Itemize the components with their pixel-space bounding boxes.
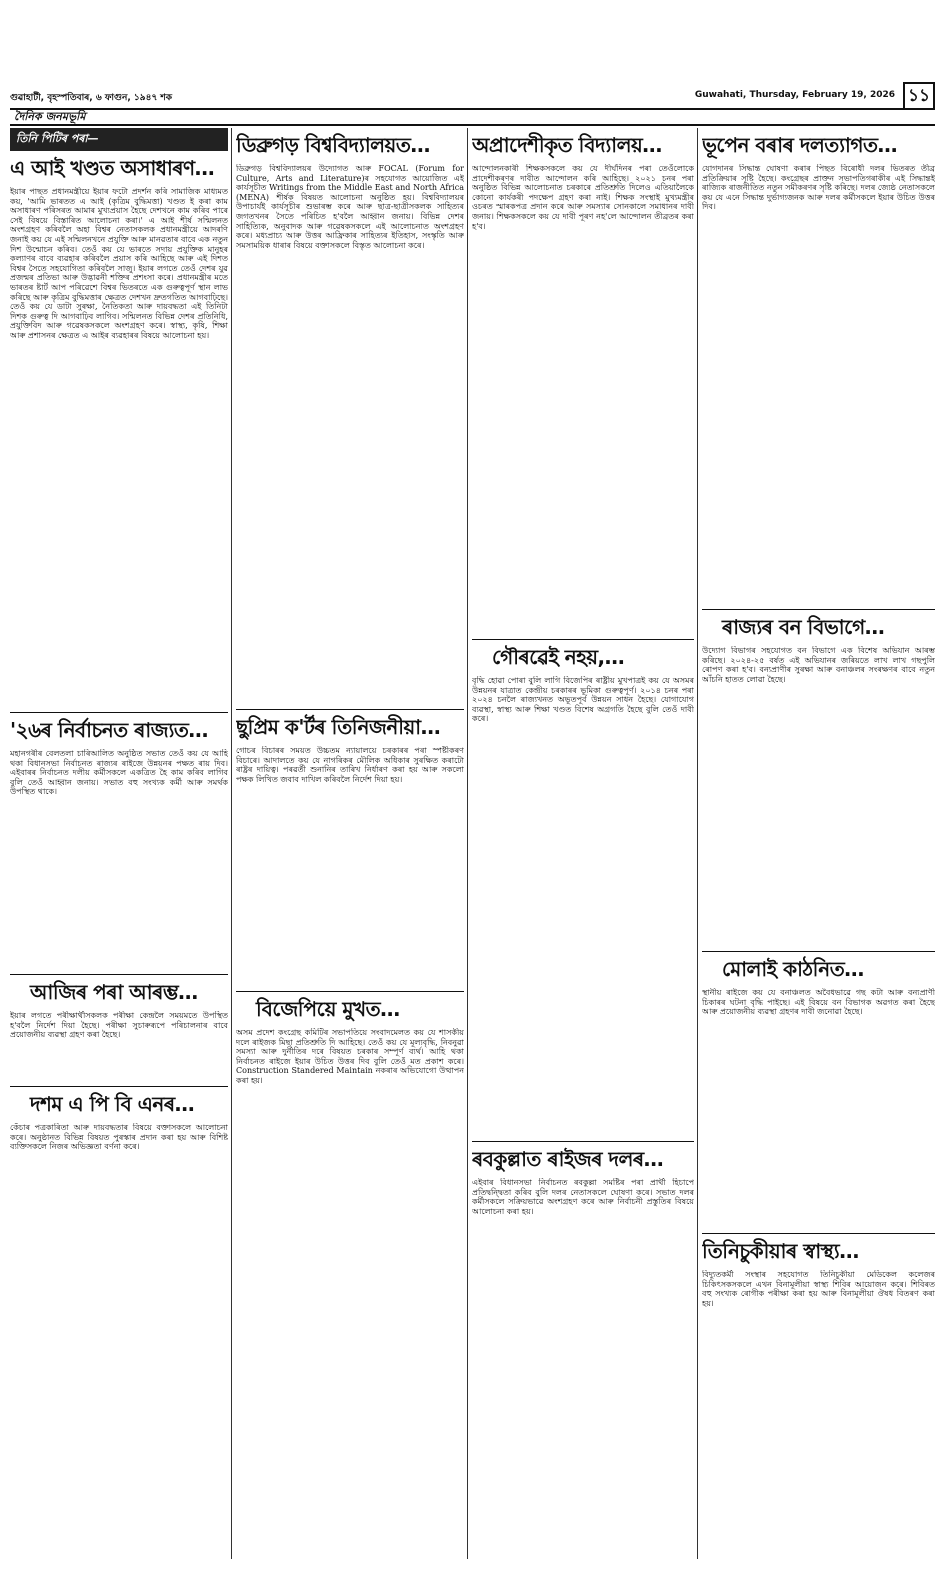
headline: দশম এ পি বি এনৰ… bbox=[30, 1092, 195, 1116]
column-2 bbox=[236, 128, 464, 1559]
article-body: এইবাৰ বিধানসভা নিৰ্বাচনত ৰবকুল্লা সমষ্টিৰ পৰা প্ৰাৰ্থী হিচাপে প্ৰতিদ্বন্দ্বিতা কৰিব বুলি দলৰ নেতাসকলে ঘোষণা কৰে। সভাত দলৰ কৰ্মীসকলে সক্ৰিয়ভাৱে অংশগ্ৰহণ কৰে আৰু নিৰ্বাচনী প্ৰস্তুতিৰ বিষয়ে আলোচনা কৰা হয়। bbox=[472, 1178, 694, 1216]
divider bbox=[236, 991, 464, 992]
headline: ৰবকুল্লাত ৰাইজৰ দলৰ… bbox=[472, 1147, 664, 1171]
article-body: বৃদ্ধি হোৱা পোৰা বুলি লাগি বিজেপিৰ ৰাষ্ট্ৰীয় মুখপাত্ৰই কয় যে অসমৰ উন্নয়নৰ যাত্ৰাত কেন্দ্ৰীয় চৰকাৰৰ ভূমিকা গুৰুত্বপূৰ্ণ। ২০১৪ চনৰ পৰা ২০২৪ চনলৈ ৰাজ্যখনত অভূতপূৰ্ব উন্নয়ন সাধন হৈছে। যোগাযোগ ব্যৱস্থা, স্বাস্থ্য আৰু শিক্ষা খণ্ডত বিশেষ অগ্ৰগতি হৈছে বুলি তেওঁ দাবী কৰে। bbox=[472, 676, 694, 724]
header-date-assamese: গুৱাহাটী, বৃহস্পতিবাৰ, ৬ ফাগুন, ১৯৪৭ শক bbox=[10, 93, 173, 103]
divider bbox=[702, 609, 935, 610]
article-body: বিদ্যুতকৰ্মী সংস্থাৰ সহযোগত তিনিচুকীয়া মেডিকেল কলেজৰ চিকিৎসকসকলে এখন বিনামূলীয়া স্বাস্থ্য শিবিৰ আয়োজন কৰে। শিবিৰত বহু সংখ্যক ৰোগীক পৰীক্ষা কৰা হয় আৰু বিনামূলীয়া ঔষধ বিতৰণ কৰা হয়। bbox=[702, 1270, 935, 1308]
headline: ছুপ্ৰিম ক'ৰ্টৰ তিনিজনীয়া… bbox=[236, 715, 441, 739]
article-body: গোচৰ বিচাৰৰ সময়ত উচ্চতম ন্যায়ালয়ে চৰকাৰৰ পৰা স্পষ্টীকৰণ বিচাৰে। আদালতে কয় যে নাগৰিকৰ মৌলিক অধিকাৰ সুৰক্ষিত কৰাটো ৰাষ্ট্ৰৰ দায়িত্ব। পৰৱৰ্তী শুনানিৰ তাৰিখ নিৰ্ধাৰণ কৰা হয় আৰু সকলো পক্ষক লিখিত জবাব দাখিল কৰিবলৈ নিৰ্দেশ দিয়া হয়। bbox=[236, 746, 464, 784]
headline: আজিৰ পৰা আৰম্ভ… bbox=[30, 980, 198, 1004]
divider bbox=[472, 639, 694, 640]
divider bbox=[10, 974, 228, 975]
headline: ডিব্ৰুগড় বিশ্ববিদ্যালয়ত… bbox=[236, 133, 430, 157]
column-4 bbox=[702, 128, 935, 1559]
article-body: উদ্যোগ বিভাগৰ সহযোগত বন বিভাগে এক বিশেষ অভিযান আৰম্ভ কৰিছে। ২০২৪-২৫ বৰ্ষত এই অভিযানৰ জৰিয়তে লাখ লাখ গছপুলি ৰোপণ কৰা হ'ব। বন্যপ্ৰাণীৰ সুৰক্ষা আৰু বনাঞ্চলৰ সংৰক্ষণৰ বাবে নতুন আঁচনি হাতত লোৱা হৈছে। bbox=[702, 646, 935, 684]
column-divider bbox=[231, 128, 232, 1559]
page-number: ১১ bbox=[903, 82, 935, 110]
divider bbox=[10, 712, 228, 713]
column-1 bbox=[10, 128, 228, 1559]
divider bbox=[10, 1086, 228, 1087]
headline: মোলাই কাঠনিত… bbox=[722, 957, 864, 981]
article-body: যোগদানৰ সিদ্ধান্ত ঘোষণা কৰাৰ পিছত বিৰোধী দলৰ ভিতৰত তীব্ৰ প্ৰতিক্ৰিয়াৰ সৃষ্টি হৈছে। কংগ্ৰেছৰ প্ৰাক্তন সভাপতিগৰাকীৰ এই সিদ্ধান্তই ৰাজ্যিক ৰাজনীতিত নতুন সমীকৰণৰ সৃষ্টি কৰিছে। দলৰ জ্যেষ্ঠ নেতাসকলে কয় যে এনে সিদ্ধান্ত দুৰ্ভাগ্যজনক আৰু দলৰ কৰ্মীসকলে ইয়াৰ উচিত উত্তৰ দিব। bbox=[702, 164, 935, 212]
divider bbox=[236, 709, 464, 710]
headline: ভূপেন বৰাৰ দলত্যাগত… bbox=[702, 133, 897, 157]
headline: গৌৰৱেই নহয়,… bbox=[492, 645, 625, 669]
column-divider bbox=[467, 128, 468, 1559]
headline: ৰাজ্যৰ বন বিভাগে… bbox=[722, 615, 885, 639]
headline: '২৬ৰ নিৰ্বাচনত ৰাজ্যত… bbox=[10, 718, 208, 742]
header-date-english: Guwahati, Thursday, February 19, 2026 bbox=[694, 90, 895, 100]
article-body: আন্দোলনকাৰী শিক্ষকসকলে কয় যে দীৰ্ঘদিনৰ পৰা তেওঁলোকে প্ৰাদেশীকৰণৰ দাবীত আন্দোলন কৰি আহিছে। ২০২১ চনৰ পৰা অনুষ্ঠিত বিভিন্ন আলোচনাত চৰকাৰে প্ৰতিশ্ৰুতি দিলেও এতিয়ালৈকে কোনো কাৰ্যকৰী পদক্ষেপ গ্ৰহণ কৰা নাই। শিক্ষক সংস্থাই মুখ্যমন্ত্ৰীৰ ওচৰত স্মাৰকপত্ৰ প্ৰদান কৰে আৰু সমস্যাৰ সোনকালে সমাধানৰ দাবী জনায়। শিক্ষকসকলে কয় যে দাবী পূৰণ নহ'লে আন্দোলন তীব্ৰতৰ কৰা হ'ব। bbox=[472, 164, 694, 231]
article-body: কেঁচাৰ পত্ৰকাৰিতা আৰু দায়বদ্ধতাৰ বিষয়ে বক্তাসকলে আলোচনা কৰে। অনুষ্ঠানত বিভিন্ন বিষয়ত পুৰস্কাৰ প্ৰদান কৰা হয় আৰু বিশিষ্ট ব্যক্তিসকলে নিজৰ অভিজ্ঞতা বৰ্ণনা কৰে। bbox=[10, 1123, 228, 1152]
divider bbox=[702, 1233, 935, 1234]
headline: এ আই খণ্ডত অসাধাৰণ… bbox=[10, 156, 215, 180]
divider bbox=[472, 1141, 694, 1142]
headline: অপ্ৰাদেশীকৃত বিদ্যালয়… bbox=[472, 133, 662, 157]
section-tag: তিনি পিটিৰ পৰা— bbox=[10, 128, 228, 151]
article-body: ইয়াৰ পাছত প্ৰধানমন্ত্ৰীয়ে ইয়াৰ ফটো প্ৰদৰ্শন কৰি সামাজিক মাধ্যমত কয়, 'আমি ভাৰতত এ আই (কৃত্ৰিম বুদ্ধিমত্তা) খণ্ডত ই কৰা কাম অসাধাৰণ পৰিসৰত আমাৰ মুখ্যপ্ৰয়াস হৈছে দেশখনে কাম কৰিব পাৰে সেই বিষয়ে বিস্তাৰিত আলোচনা কৰা।' এ আই শীৰ্ষ সন্মিলনত অংশগ্ৰহণ কৰিবলৈ অহা বিশ্বৰ নেতাসকলক প্ৰধানমন্ত্ৰীয়ে আদৰণি জনাই কয় যে এই সন্মিলনখনে প্ৰযুক্তি আৰু মানৱতাৰ বাবে এক নতুন দিশ উন্মোচন কৰিব। তেওঁ কয় যে ভাৰতে সদায় প্ৰযুক্তিক মানুহৰ কল্যাণৰ বাবে ব্যৱহাৰ কৰিবলৈ প্ৰয়াস কৰি আহিছে আৰু এই দিশত বিশ্বৰ সৈতে সহযোগিতা কৰিবলৈ সাজু। ইয়াৰ লগতে তেওঁ দেশৰ যুৱ প্ৰজন্মৰ প্ৰতিভা আৰু উদ্ভাৱনী শক্তিৰ প্ৰশংসা কৰে। প্ৰধানমন্ত্ৰীৰ মতে ভাৰতৰ ষ্টাৰ্ট আপ পৰিৱেশে বিশ্বৰ ভিতৰতে এক গুৰুত্বপূৰ্ণ স্থান লাভ কৰিছে আৰু কৃত্ৰিম বুদ্ধিমত্তাৰ ক্ষেত্ৰত দেশখন দ্ৰুতগতিত আগবাঢ়িছে। তেওঁ কয় যে ডাটা সুৰক্ষা, নৈতিকতা আৰু দায়বদ্ধতা এই তিনিটা দিশক গুৰুত্ব দি আগবাঢ়িব লাগিব। সন্মিলনত বিভিন্ন দেশৰ প্ৰতিনিধি, প্ৰযুক্তিবিদ আৰু গৱেষকসকলে অংশগ্ৰহণ কৰে। স্বাস্থ্য, কৃষি, শিক্ষা আৰু প্ৰশাসনৰ ক্ষেত্ৰত এ আইৰ ব্যৱহাৰৰ বিষয়ে আলোচনা হয়। bbox=[10, 187, 228, 340]
headline: বিজেপিয়ে মুখত… bbox=[256, 997, 400, 1021]
headline: তিনিচুকীয়াৰ স্বাস্থ্য… bbox=[702, 1239, 859, 1263]
article-body: মহানগৰীৰ বেলতলা চাৰিআলিত অনুষ্ঠিত সভাত তেওঁ কয় যে আহি থকা বিধানসভা নিৰ্বাচনত ৰাজ্যৰ ৰাইজে উন্নয়নৰ পক্ষত ৰায় দিব। এইবাৰৰ নিৰ্বাচনত দলীয় কৰ্মীসকলে একত্ৰিত হৈ কাম কৰিব লাগিব বুলি তেওঁ আহ্বান জনায়। সভাত বহু সংখ্যক কৰ্মী আৰু সমৰ্থক উপস্থিত থাকে। bbox=[10, 749, 228, 797]
column-3 bbox=[472, 128, 694, 1559]
article-body: ইয়াৰ লগতে পৰীক্ষাৰ্থীসকলক পৰীক্ষা কেন্দ্ৰলৈ সময়মতে উপস্থিত হ'বলৈ নিৰ্দেশ দিয়া হৈছে। পৰীক্ষা সুচাৰুৰূপে পৰিচালনাৰ বাবে প্ৰয়োজনীয় ব্যৱস্থা গ্ৰহণ কৰা হৈছে। bbox=[10, 1011, 228, 1040]
masthead: দৈনিক জনমভূমি bbox=[10, 108, 935, 126]
column-divider bbox=[697, 128, 698, 1559]
article-body: ডিব্ৰুগড় বিশ্ববিদ্যালয়ৰ উদ্যোগত আৰু FOCAL (Forum for Culture, Arts and Literature)ৰ সহযোগত আয়োজিত এই কাৰ্যসূচীত Writings from the Middle East and North Africa (MENA) শীৰ্ষক বিষয়ত আলোচনা অনুষ্ঠিত হয়। বিশ্ববিদ্যালয়ৰ উপাচাৰ্যই কাৰ্যসূচীৰ শুভাৰম্ভ কৰে আৰু ছাত্ৰ-ছাত্ৰীসকলক সাহিত্যৰ জগতখনৰ সৈতে পৰিচিত হ'বলৈ আহ্বান জনায়। বিভিন্ন দেশৰ সাহিত্যিক, অনুবাদক আৰু গৱেষকসকলে এই আলোচনাত অংশগ্ৰহণ কৰে। মধ্যপ্ৰাচ্য আৰু উত্তৰ আফ্ৰিকাৰ সাহিত্যৰ ইতিহাস, সংস্কৃতি আৰু সমসাময়িক ধাৰাৰ বিষয়ে বক্তাসকলে বিস্তৃত আলোচনা কৰে। bbox=[236, 164, 464, 250]
article-body: অসম প্ৰদেশ কংগ্ৰেছ কমিটিৰ সভাপতিয়ে সংবাদমেলত কয় যে শাসকীয় দলে ৰাইজক মিছা প্ৰতিশ্ৰুতি দি আহিছে। তেওঁ কয় যে মূল্যবৃদ্ধি, নিবনুৱা সমস্যা আৰু দুৰ্নীতিৰ দৰে বিষয়ত চৰকাৰ সম্পূৰ্ণ ব্যৰ্থ। আহি থকা নিৰ্বাচনত ৰাইজে ইয়াৰ উচিত উত্তৰ দিব বুলি তেওঁ মত প্ৰকাশ কৰে। Construction Standered Maintain নকৰাৰ অভিযোগো উত্থাপন কৰা হয়। bbox=[236, 1028, 464, 1085]
divider bbox=[702, 951, 935, 952]
article-body: স্থানীয় ৰাইজে কয় যে বনাঞ্চলত অবৈধভাৱে গছ কটা আৰু বন্যপ্ৰাণী চিকাৰৰ ঘটনা বৃদ্ধি পাইছে। এই বিষয়ে বন বিভাগক অৱগত কৰা হৈছে আৰু প্ৰয়োজনীয় ব্যৱস্থা গ্ৰহণৰ দাবী জনোৱা হৈছে। bbox=[702, 988, 935, 1017]
